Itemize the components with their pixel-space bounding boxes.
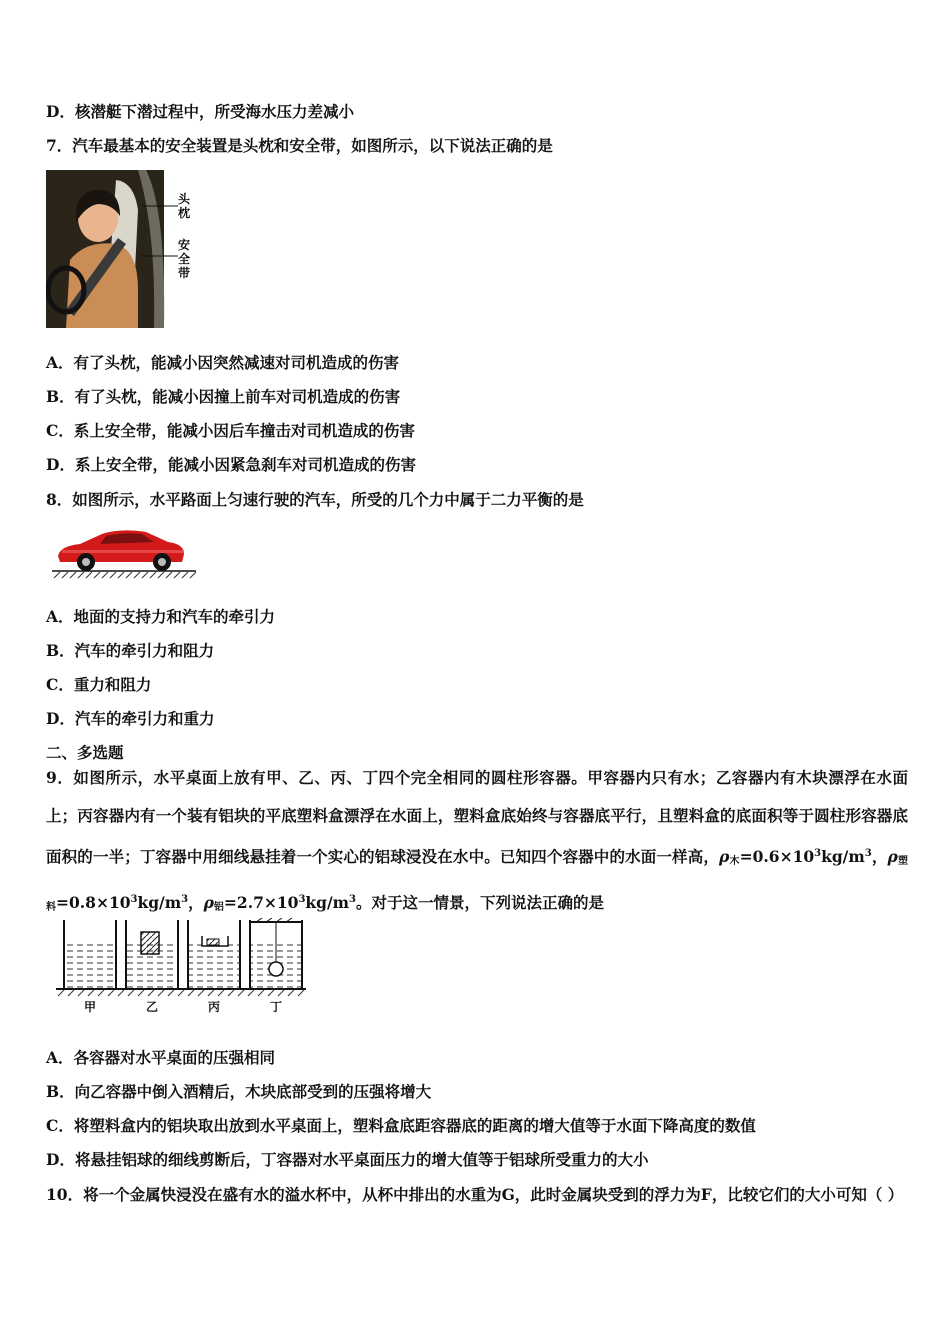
q9-option-b: B．向乙容器中倒入酒精后，木块底部受到的压强将增大 (46, 1082, 432, 1101)
container-label-bing: 丙 (208, 1000, 221, 1014)
seatbelt-label: 安全带 (178, 238, 191, 280)
q8-option-d: D．汽车的牵引力和重力 (46, 709, 215, 728)
section-heading-multiple-choice: 二、多选题 (46, 743, 124, 762)
driver-photo-illustration (46, 170, 196, 328)
q6-option-d: D．核潜艇下潜过程中，所受海水压力差减小 (46, 102, 354, 121)
rho-wood-unit: kg/m (821, 847, 865, 867)
q8-option-c: C．重力和阻力 (46, 675, 152, 694)
rho-wood-unit-exp: 3 (864, 848, 872, 859)
four-containers-illustration (56, 918, 306, 1002)
headrest-label: 头枕 (178, 192, 191, 220)
q7-headrest-belt-photo (46, 170, 196, 328)
rho-plastic-value: =0.8×10 (56, 893, 131, 913)
q7-option-c: C．系上安全带，能减小因后车撞击对司机造成的伤害 (46, 421, 415, 440)
q9-option-d: D．将悬挂铝球的细线剪断后，丁容器对水平桌面压力的增大值等于铝球所受重力的大小 (46, 1150, 649, 1169)
rho-plastic-exp: 3 (130, 894, 138, 906)
rho-plastic-subscript: 塑料 (46, 856, 908, 914)
q9-option-a: A．各容器对水平桌面的压强相同 (46, 1048, 276, 1067)
q8-car-figure (50, 520, 198, 580)
container-label-yi: 乙 (146, 1000, 159, 1014)
q7-stem: 7．汽车最基本的安全装置是头枕和安全带，如图所示，以下说法正确的是 (46, 136, 553, 155)
rho-al-subscript: 铝 (213, 902, 224, 914)
rho-al-symbol: ρ (203, 893, 214, 913)
q7-option-a: A．有了头枕，能减小因突然减速对司机造成的伤害 (46, 353, 400, 372)
q9-stem (46, 759, 908, 927)
q9-stem-text: 9．如图所示，水平桌面上放有甲、乙、丙、丁四个完全相同的圆柱形容器。甲容器内只有水；乙容器内有木块漂浮在水面上；丙容器内有一个装有铝块的平底塑料盒漂浮在水面上，塑料盒底始终与容器底平行，且塑料盒的底面积等于圆柱形容器底面积的一半；丁容器中用细线悬挂着一个实心的铝球浸没在水中。已知四个容器中的水面一样高， (46, 768, 908, 867)
rho-al-exp: 3 (298, 894, 306, 906)
q8-option-b: B．汽车的牵引力和阻力 (46, 641, 215, 660)
q7-option-b: B．有了头枕，能减小因撞上前车对司机造成的伤害 (46, 387, 401, 406)
rho-wood-subscript: 木 (729, 856, 740, 868)
rho-wood-value: =0.6×10 (739, 847, 815, 867)
red-car-illustration (50, 520, 198, 580)
separator-2: ， (188, 893, 204, 913)
rho-plastic-symbol: ρ (887, 847, 898, 867)
rho-al-unit: kg/m (305, 893, 350, 913)
rho-al-value: =2.7×10 (223, 893, 299, 913)
container-label-ding: 丁 (270, 1000, 283, 1014)
rho-plastic-unit: kg/m (137, 893, 182, 913)
q9-stem-tail: 。对于这一情景，下列说法正确的是 (356, 893, 605, 913)
rho-wood-symbol: ρ (719, 847, 730, 867)
q9-option-c: C．将塑料盒内的铝块取出放到水平桌面上，塑料盒底距容器底的距离的增大值等于水面下降高度的数值 (46, 1116, 756, 1135)
container-label-jia: 甲 (84, 1000, 97, 1014)
q7-option-d: D．系上安全带，能减小因紧急刹车对司机造成的伤害 (46, 455, 416, 474)
separator-1: ， (871, 847, 888, 867)
q10-stem: 10．将一个金属快浸没在盛有水的溢水杯中，从杯中排出的水重为G，此时金属块受到的浮力为F，比较它们的大小可知（ ） (46, 1185, 904, 1204)
rho-wood-exp: 3 (814, 848, 822, 859)
rho-al-unit-exp: 3 (349, 894, 357, 906)
rho-plastic-unit-exp: 3 (181, 894, 189, 906)
q9-containers-figure (56, 918, 306, 1018)
q8-option-a: A．地面的支持力和汽车的牵引力 (46, 607, 276, 626)
q8-stem: 8．如图所示，水平路面上匀速行驶的汽车，所受的几个力中属于二力平衡的是 (46, 490, 584, 509)
